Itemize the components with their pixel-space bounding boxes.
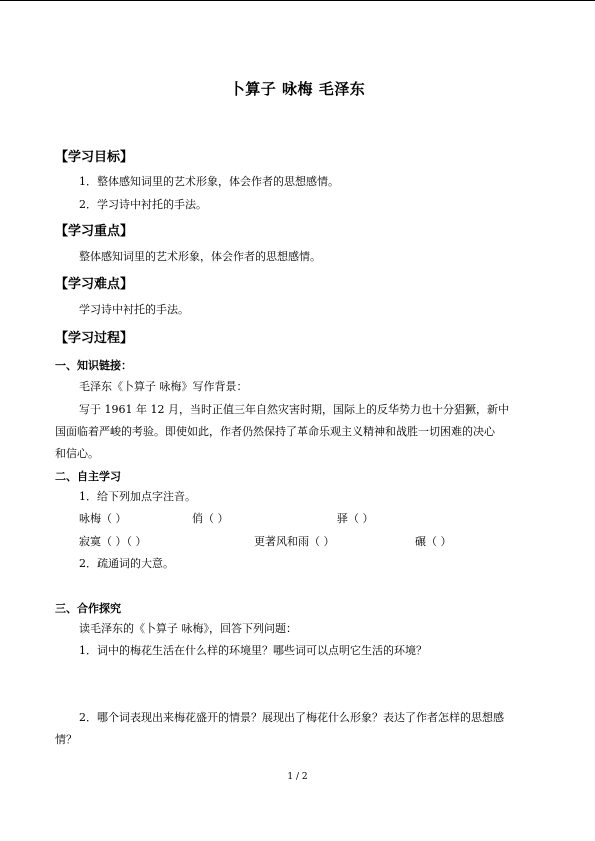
- pinyin-blank-jimo: 寂寞（ ）（ ）: [79, 535, 147, 548]
- part1-line-2: 国面临着严峻的考验。即使如此，作者仍然保持了革命乐观主义精神和战胜一切困难的决心: [55, 425, 495, 438]
- top-border-line: [0, 0, 595, 1]
- part1-line-3: 和信心。: [55, 447, 99, 460]
- goal-item-2: 2．学习诗中衬托的手法。: [79, 198, 207, 211]
- difficulty-text: 学习诗中衬托的手法。: [79, 303, 189, 316]
- section-heading-focus: 【学习重点】: [55, 224, 134, 239]
- section-heading-process: 【学习过程】: [55, 331, 134, 346]
- page-number: 1 / 2: [287, 772, 308, 782]
- part3-title: 三、合作探究: [55, 602, 121, 615]
- section-heading-difficulty: 【学习难点】: [55, 277, 134, 292]
- part2-title: 二、自主学习: [55, 470, 121, 483]
- pinyin-blank-nian: 碾（ ）: [415, 535, 452, 548]
- part3-question-2-line-1: 2．哪个词表现出来梅花盛开的情景？展现出了梅花什么形象？表达了作者怎样的思想感: [79, 711, 504, 724]
- goal-item-1: 1．整体感知词里的艺术形象，体会作者的思想感情。: [79, 175, 339, 188]
- part3-intro: 读毛泽东的《卜算子 咏梅》，回答下列问题：: [79, 622, 297, 635]
- pinyin-blank-zhuo: 更著风和雨（ ）: [254, 535, 335, 548]
- page-title: 卜算子 咏梅 毛泽东: [229, 80, 366, 98]
- part2-question-1: 1．给下列加点字注音。: [79, 490, 196, 503]
- section-heading-goals: 【学习目标】: [55, 150, 134, 165]
- part2-question-2: 2．疏通词的大意。: [79, 557, 174, 570]
- pinyin-blank-yi: 驿（ ）: [337, 512, 374, 525]
- pinyin-blank-yongmei: 咏梅（ ）: [79, 512, 127, 525]
- focus-text: 整体感知词里的艺术形象，体会作者的思想感情。: [79, 250, 321, 263]
- pinyin-blank-qiao: 俏（ ）: [192, 512, 229, 525]
- part1-line-1: 写于 1961 年 12 月，当时正值三年自然灾害时期，国际上的反华势力也十分猖獗，新中: [79, 403, 509, 416]
- part3-question-2-line-2: 情？: [55, 733, 77, 746]
- part3-question-1: 1．词中的梅花生活在什么样的环境里？哪些词可以点明它生活的环境？: [79, 644, 427, 657]
- part1-intro: 毛泽东《卜算子 咏梅》写作背景：: [79, 380, 248, 393]
- part1-title: 一、知识链接：: [55, 359, 132, 372]
